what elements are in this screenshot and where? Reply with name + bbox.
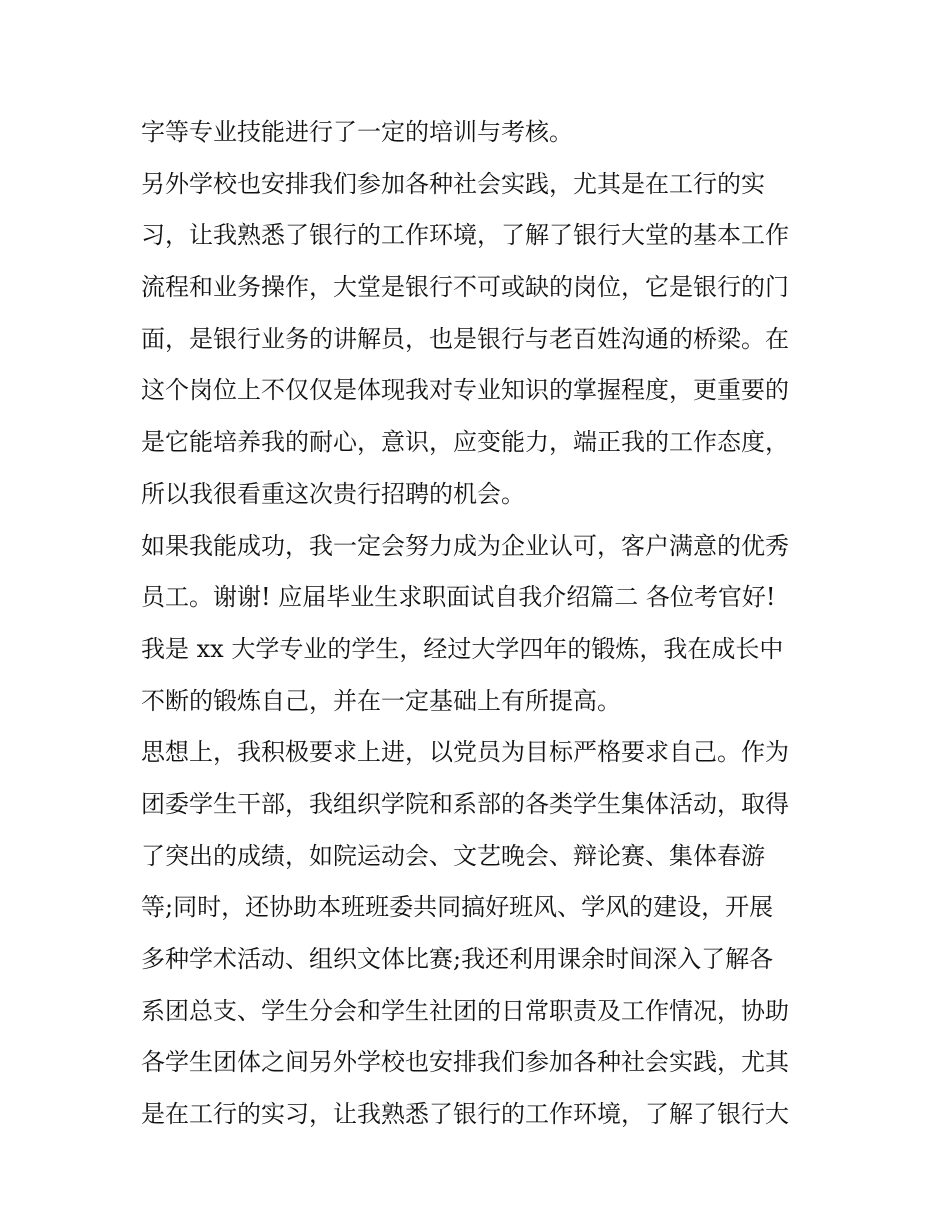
text-line: 员工。谢谢! 应届毕业生求职面试自我介绍篇二 各位考官好! [141, 583, 776, 612]
text-line: 各学生团体之间另外学校也安排我们参加各种社会实践，尤其 [141, 1048, 789, 1077]
text-line: 这个岗位上不仅仅是体现我对专业知识的掌握程度，更重要的 [141, 376, 789, 405]
text-line: 不断的锻炼自己，并在一定基础上有所提高。 [141, 686, 621, 715]
text-line: 所以我很看重这次贵行招聘的机会。 [141, 479, 525, 508]
text-line: 团委学生干部，我组织学院和系部的各类学生集体活动，取得 [141, 789, 789, 818]
text-line: 系团总支、学生分会和学生社团的日常职责及工作情况，协助 [141, 996, 789, 1025]
text-line: 思想上，我积极要求上进，以党员为目标严格要求自己。作为 [141, 738, 789, 767]
text-line: 如果我能成功，我一定会努力成为企业认可，客户满意的优秀 [141, 531, 789, 560]
body-text [141, 107, 821, 1141]
text-line: 另外学校也安排我们参加各种社会实践，尤其是在工行的实 [141, 169, 765, 198]
text-line: 我是 xx 大学专业的学生，经过大学四年的锻炼，我在成长中 [141, 634, 784, 663]
text-line: 是在工行的实习，让我熟悉了银行的工作环境，了解了银行大 [141, 1100, 789, 1129]
text-line: 了突出的成绩，如院运动会、文艺晚会、辩论赛、集体春游 [141, 841, 765, 870]
text-line: 多种学术活动、组织文体比赛;我还利用课余时间深入了解各 [141, 945, 774, 973]
text-line: 字等专业技能进行了一定的培训与考核。 [141, 118, 573, 146]
text-line: 面，是银行业务的讲解员，也是银行与老百姓沟通的桥梁。在 [141, 324, 789, 353]
text-line: 习，让我熟悉了银行的工作环境，了解了银行大堂的基本工作 [141, 221, 789, 250]
text-line: 是它能培养我的耐心，意识，应变能力，端正我的工作态度， [141, 428, 789, 457]
text-line: 等;同时，还协助本班班委共同搞好班风、学风的建设，开展 [141, 893, 774, 922]
text-line: 流程和业务操作，大堂是银行不可或缺的岗位，它是银行的门 [141, 273, 789, 302]
